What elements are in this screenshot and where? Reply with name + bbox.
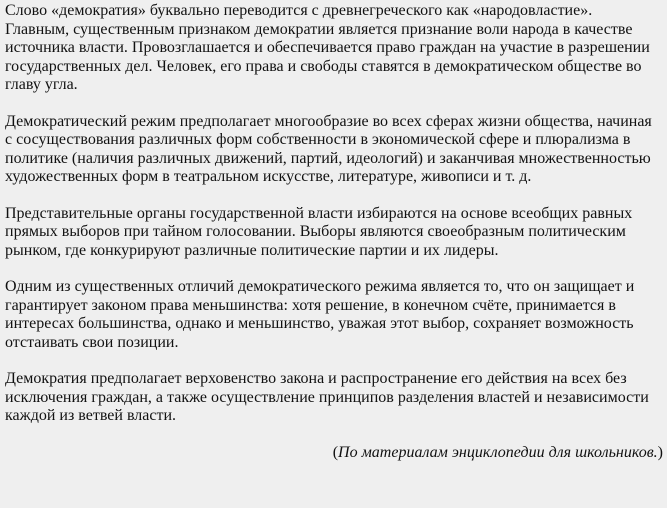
text-line: Демократический режим предполагает многообразие во всех сферах жизни общества, начиная [5,112,652,130]
source-attribution [5,444,664,463]
paragraph-1 [5,2,664,95]
text-line: государственных дел. Человек, его права и свободы ставятся в демократическом обществе во [5,57,642,75]
text-line: интересах большинства, однако и меньшинство, уважая этот выбор, сохраняет возможность [5,315,634,332]
text-line: каждой из ветвей власти. [5,407,177,424]
attribution-source: По материалам энциклопедии для школьников. [338,443,658,461]
paragraph-5 [5,370,664,426]
text-line: Главным, существенным признаком демократии является признание воли народа в качестве [5,20,633,38]
text-line: прямых выборов при тайном голосовании. Выборы являются своеобразным политическим [5,223,626,240]
text-line: Демократия предполагает верховенство закона и распространение его действия на всех без [5,370,627,387]
text-line: источника власти. Провозглашается и обеспечивается право граждан на участие в разрешении [5,39,650,56]
text-line: рынком, где конкурируют различные политические партии и их лидеры. [5,241,499,259]
text-line: отстаивать свои позиции. [5,333,179,351]
paragraph-3 [5,205,664,261]
attribution-open-paren: ( [332,443,339,461]
paragraph-2 [5,113,664,187]
text-line: с сосуществования различных форм собственности в экономической сфере и плюрализма в [5,131,631,148]
text-line: политике (наличия различных движений, партий, идеологий) и заканчивая множественностью [5,149,651,167]
text-line: исключения граждан, а также осуществление принципов разделения властей и независимости [5,388,649,406]
text-line: Представительные органы государственной власти избираются на основе всеобщих равных [5,204,633,222]
attribution-close-paren: ) [657,443,663,461]
text-line: Слово «демократия» буквально переводится с древнегреческого как «народовластие». [5,2,593,19]
text-line: Одним из существенных отличий демократического режима является то, что он защищает и [5,278,635,295]
paragraph-4 [5,278,664,352]
text-line: гарантирует законом права меньшинства: хотя решение, в конечном счёте, принимается в [5,296,616,314]
text-line: главу угла. [5,76,78,93]
text-line: художественных форм в театральном искусстве, литературе, живописи и т. д. [5,168,532,185]
